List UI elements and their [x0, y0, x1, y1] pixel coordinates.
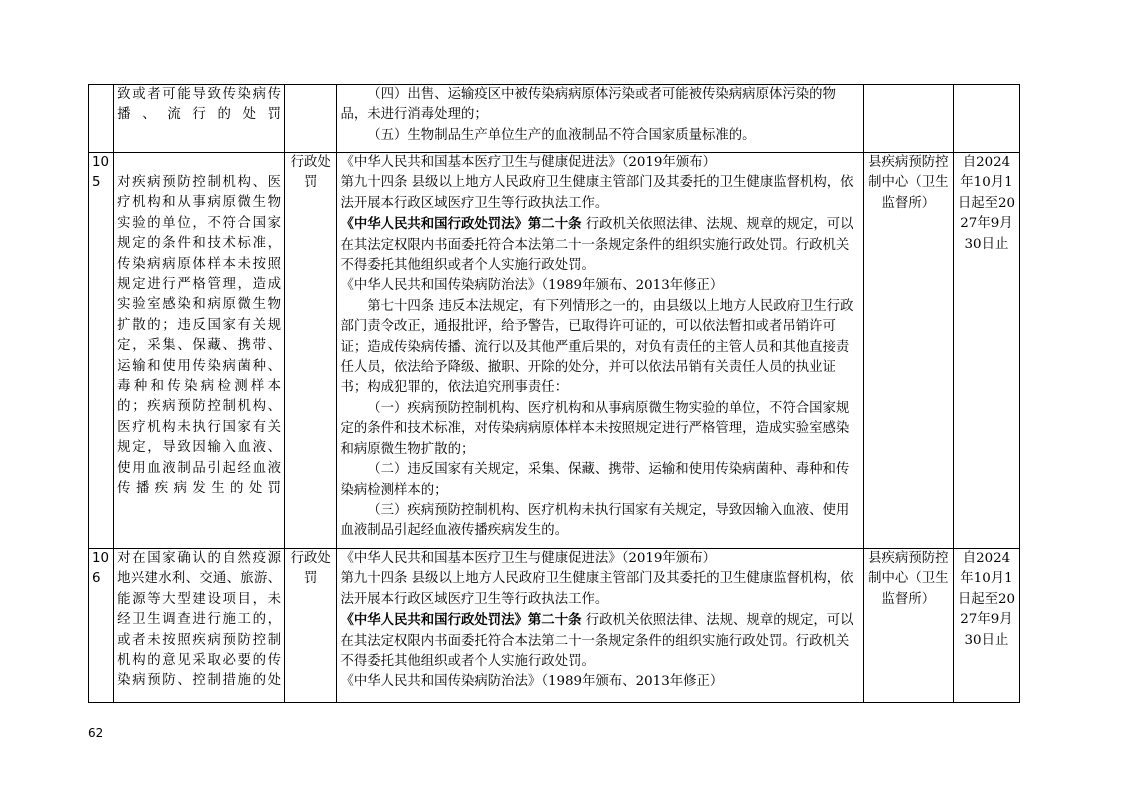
type-cell: 行政处罚: [285, 549, 337, 703]
basis-cell: [337, 153, 863, 549]
row-number: 105: [89, 153, 114, 549]
basis-text: 《中华人民共和国传染病防治法》（1989年颁布、2013年修正）: [340, 674, 724, 690]
item-line: 经卫生调查进行施工的，: [117, 612, 282, 628]
type-cell: 行政处罚: [285, 153, 337, 549]
item-line: 染病预防、控制措施的处: [117, 673, 282, 689]
item-line: 传播疾病发生的处罚: [117, 481, 282, 497]
item-line: 实验室感染和病原微生物: [117, 297, 282, 313]
department-cell: [863, 85, 953, 153]
basis-paragraph: [340, 399, 859, 460]
basis-bold-title: 《中华人民共和国行政处罚法》第二十条: [340, 216, 582, 233]
basis-cell: [337, 549, 863, 703]
basis-paragraph: [340, 276, 859, 296]
type-cell: [285, 85, 337, 153]
basis-text: （三）疾病预防控制机构、医疗机构未执行国家有关规定，导致因输入血液、使用血液制品引起经血液传播疾病发生的。: [340, 502, 850, 539]
basis-text: 《中华人民共和国传染病防治法》（1989年颁布、2013年修正）: [340, 278, 724, 294]
basis-paragraph: [340, 569, 859, 610]
validity-period-cell: 自2024年10月1日起至2027年9月30日止: [953, 153, 1019, 549]
validity-period-cell: 自2024年10月1日起至2027年9月30日止: [953, 549, 1019, 703]
item-line: 规定，导致因输入血液、: [117, 440, 282, 456]
basis-paragraph: [340, 549, 859, 569]
basis-text: （一）疾病预防控制机构、医疗机构和从事病原微生物实验的单位，不符合国家规定的条件和技术标准，对传染病病原体样本未按照规定进行严格管理，造成实验室感染和病原微生物扩散的；: [340, 400, 850, 457]
basis-paragraph: [340, 126, 859, 146]
item-line: 的；疾病预防控制机构、: [117, 399, 282, 415]
item-cell: [114, 153, 285, 549]
basis-paragraph: [340, 610, 859, 672]
basis-text: 第九十四条 县级以上地方人民政府卫生健康主管部门及其委托的卫生健康监督机构，依法开展本行政区域医疗卫生等行政执法工作。: [340, 571, 854, 607]
basis-text: 第九十四条 县级以上地方人民政府卫生健康主管部门及其委托的卫生健康监督机构，依法开展本行政区域医疗卫生等行政执法工作。: [340, 175, 854, 211]
basis-paragraph: [340, 214, 859, 276]
basis-text: 行政机关依照法律、法规、规章的规定，可以在其法定权限内书面委托符合本法第二十一条规定条件的组织实施行政处罚。行政机关不得委托其他组织或者个人实施行政处罚。: [340, 217, 854, 274]
item-line: 对在国家确认的自然疫源: [117, 551, 282, 566]
item-line: 播、流行的处罚: [117, 107, 282, 123]
basis-text: 《中华人民共和国基本医疗卫生与健康促进法》（2019年颁布）: [340, 155, 716, 170]
item-line: 扩散的；违反国家有关规: [117, 317, 282, 333]
basis-paragraph: [340, 460, 859, 501]
item-line: 能源等大型建设项目，未: [117, 591, 282, 607]
item-line: 或者未按照疾病预防控制: [117, 632, 282, 648]
item-line: 机构的意见采取必要的传: [117, 653, 282, 669]
item-line: 对疾病预防控制机构、医: [117, 175, 282, 190]
basis-paragraph: [340, 297, 859, 399]
department-cell: 县疾病预防控制中心（卫生监督所）: [863, 549, 953, 703]
basis-paragraph: [340, 501, 859, 542]
item-cell: [114, 85, 285, 153]
item-line: 传染病病原体样本未按照: [117, 256, 282, 272]
table-row: [89, 549, 1020, 703]
basis-text: （二）违反国家有关规定，采集、保藏、携带、运输和使用传染病菌种、毒种和传染病检测样本的；: [340, 462, 850, 498]
item-cell: [114, 549, 285, 703]
basis-paragraph: [340, 173, 859, 214]
item-line: 实验的单位，不符合国家: [117, 215, 282, 231]
item-line: 规定的条件和技术标准，: [117, 236, 282, 252]
item-line: 致或者可能导致传染病传: [117, 87, 282, 102]
row-number: [89, 85, 114, 153]
item-line: 规定进行严格管理，造成: [117, 277, 282, 293]
basis-text: 第七十四条 违反本法规定，有下列情形之一的，由县级以上地方人民政府卫生行政部门责令改正，通报批评，给予警告，已取得许可证的，可以依法暂扣或者吊销许可证；造成传染病传播、流行以及其他严重后果的，对负有责任的主管人员和其他直接责任人员，依法给予降级、撤职、开除的处分，并可以依法吊销有关责任人员的执业证书；构成犯罪的，依法追究刑事责任：: [340, 298, 854, 396]
regulation-table: [88, 84, 1020, 703]
basis-text: （四）出售、运输疫区中被传染病病原体污染或者可能被传染病病原体污染的物品，未进行消毒处理的；: [340, 87, 836, 123]
basis-cell: [337, 85, 863, 153]
basis-text: 行政机关依照法律、法规、规章的规定，可以在其法定权限内书面委托符合本法第二十一条规定条件的组织实施行政处罚。行政机关不得委托其他组织或者个人实施行政处罚。: [340, 613, 854, 670]
basis-text: 《中华人民共和国基本医疗卫生与健康促进法》（2019年颁布）: [340, 551, 716, 566]
item-line: 运输和使用传染病菌种、: [117, 358, 282, 374]
page-number: 62: [88, 726, 104, 740]
basis-text: （五）生物制品生产单位生产的血液制品不符合国家质量标准的。: [367, 127, 756, 143]
basis-paragraph: [340, 153, 859, 173]
item-line: 毒种和传染病检测样本: [117, 379, 282, 395]
basis-paragraph: [340, 85, 859, 126]
basis-bold-title: 《中华人民共和国行政处罚法》第二十条: [340, 612, 582, 629]
department-cell: 县疾病预防控制中心（卫生监督所）: [863, 153, 953, 549]
validity-period-cell: [953, 85, 1019, 153]
item-line: 医疗机构未执行国家有关: [117, 419, 282, 435]
basis-paragraph: [340, 672, 859, 692]
item-line: 地兴建水利、交通、旅游、: [117, 571, 282, 587]
row-number: 106: [89, 549, 114, 703]
table-row: [89, 153, 1020, 549]
item-line: 使用血液制品引起经血液: [117, 460, 282, 476]
item-line: 定，采集、保藏、携带、: [117, 338, 282, 354]
table-row: [89, 85, 1020, 153]
item-line: 疗机构和从事病原微生物: [117, 195, 282, 211]
